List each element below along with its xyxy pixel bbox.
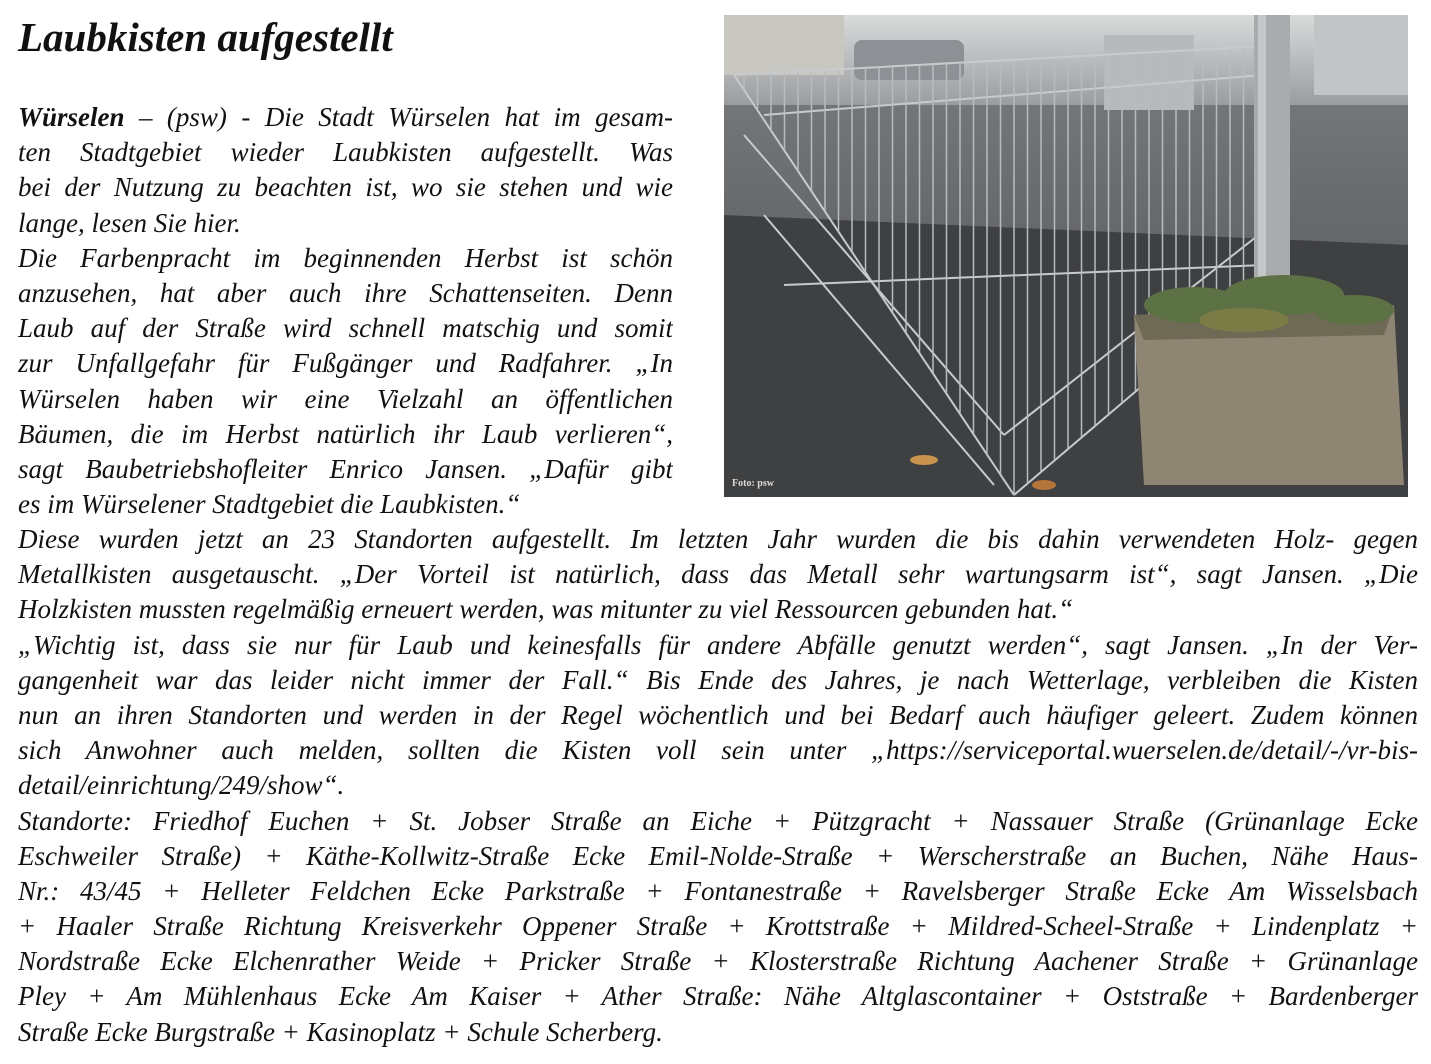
text-line-content: detail/einrichtung/249/show“. (18, 770, 345, 801)
text-line-content: ten Stadtgebiet wieder Laubkisten aufgestellt. Was (18, 137, 673, 168)
text-line-content: Standorte: Friedhof Euchen + St. Jobser Straße an Eiche + Pützgracht + Nassauer Straße (Grünanlage Ecke (18, 805, 1418, 836)
text-line (18, 241, 673, 276)
text-line-content: Pley + Am Mühlenhaus Ecke Am Kaiser + Ather Straße: Nähe Altglascontainer + Oststraße + Bardenberger (18, 981, 1418, 1012)
article-body-column (18, 522, 1418, 1050)
text-line (18, 452, 673, 487)
text-line-content: „Wichtig ist, dass sie nur für Laub und keinesfalls für andere Abfälle genutzt werden“, sagt Jansen. „In der Ver- (18, 629, 1418, 660)
text-line (18, 311, 673, 346)
text-line-content: Holzkisten mussten regelmäßig erneuert werden, was mitunter zu viel Ressourcen gebunden hat.“ (18, 594, 1074, 625)
text-line-content: Straße Ecke Burgstraße + Kasinoplatz + Schule Scherberg. (18, 1016, 663, 1047)
text-line (18, 592, 1418, 627)
text-line-content: bei der Nutzung zu beachten ist, wo sie stehen und wie (18, 172, 673, 203)
text-line-content: Nordstraße Ecke Elchenrather Weide + Pricker Straße + Klosterstraße Richtung Aachener Straße + Grünanlage (18, 946, 1418, 977)
text-line (18, 135, 673, 170)
article-intro-column (18, 100, 673, 522)
text-line-content: es im Würselener Stadtgebiet die Laubkisten.“ (18, 489, 521, 520)
text-line (18, 628, 1418, 663)
text-line-content: Nr.: 43/45 + Helleter Feldchen Ecke Parkstraße + Fontanestraße + Ravelsberger Straße Ecke Am Wisselsbach (18, 875, 1418, 906)
leaf-cage-photo (724, 15, 1408, 497)
text-line (18, 874, 1418, 909)
text-line (18, 417, 673, 452)
text-line-content: zur Unfallgefahr für Fußgänger und Radfahrer. „In (18, 348, 673, 379)
text-line-content: Metallkisten ausgetauscht. „Der Vorteil ist natürlich, dass das Metall sehr wartungsarm ist“, sagt Jansen. „Die (18, 559, 1418, 590)
photo-credit: Foto: psw (732, 478, 774, 489)
text-line-content: Würselen haben wir eine Vielzahl an öffentlichen (18, 383, 673, 414)
text-line (18, 979, 1418, 1014)
text-line (18, 804, 1418, 839)
text-line-content: Die Farbenpracht im beginnenden Herbst ist schön (18, 242, 673, 273)
text-line (18, 170, 673, 205)
text-line (18, 487, 673, 522)
text-line-content: sich Anwohner auch melden, sollten die Kisten voll sein unter „https://serviceportal.wuerselen.de/detail/-/vr-bis- (18, 735, 1418, 766)
text-line-content: Diese wurden jetzt an 23 Standorten aufgestellt. Im letzten Jahr wurden die bis dahin verwendeten Holz- gegen (18, 524, 1418, 554)
text-line-content: lange, lesen Sie hier. (18, 207, 241, 238)
text-line-content: anzusehen, hat aber auch ihre Schattenseiten. Denn (18, 277, 673, 308)
text-line (18, 733, 1418, 768)
text-line-content: Bäumen, die im Herbst natürlich ihr Laub verlieren“, (18, 418, 673, 449)
text-line (18, 276, 673, 311)
text-line (18, 100, 673, 135)
text-line-content: – (psw) - Die Stadt Würselen hat im gesam- (124, 102, 673, 132)
text-line (18, 557, 1418, 592)
text-line-content: nun an ihren Standorten und werden in der Regel wöchentlich und bei Bedarf auch häufiger geleert. Zudem können (18, 699, 1418, 730)
text-line (18, 944, 1418, 979)
text-line (18, 522, 1418, 557)
text-line-content: gangenheit war das leider nicht immer der Fall.“ Bis Ende des Jahres, je nach Wetterlage, verbleiben die Kisten (18, 664, 1418, 695)
article-photo (724, 15, 1408, 497)
text-line (18, 206, 673, 241)
text-line (18, 382, 673, 417)
text-line (18, 909, 1418, 944)
text-line-content: sagt Baubetriebshofleiter Enrico Jansen. „Dafür gibt (18, 453, 673, 484)
dateline-location: Würselen (18, 102, 125, 132)
text-line (18, 1015, 1418, 1050)
text-line-content: Eschweiler Straße) + Käthe-Kollwitz-Straße Ecke Emil-Nolde-Straße + Werscherstraße an Buchen, Nähe Haus- (18, 840, 1418, 871)
text-line (18, 346, 673, 381)
text-line (18, 698, 1418, 733)
text-line (18, 663, 1418, 698)
text-line-content: + Haaler Straße Richtung Kreisverkehr Oppener Straße + Krottstraße + Mildred-Scheel-Straße + Lindenplatz + (18, 911, 1418, 942)
text-line (18, 768, 1418, 803)
text-line (18, 839, 1418, 874)
article-title: Laubkisten aufgestellt (18, 14, 393, 60)
text-line-content: Laub auf der Straße wird schnell matschig und somit (18, 313, 673, 344)
